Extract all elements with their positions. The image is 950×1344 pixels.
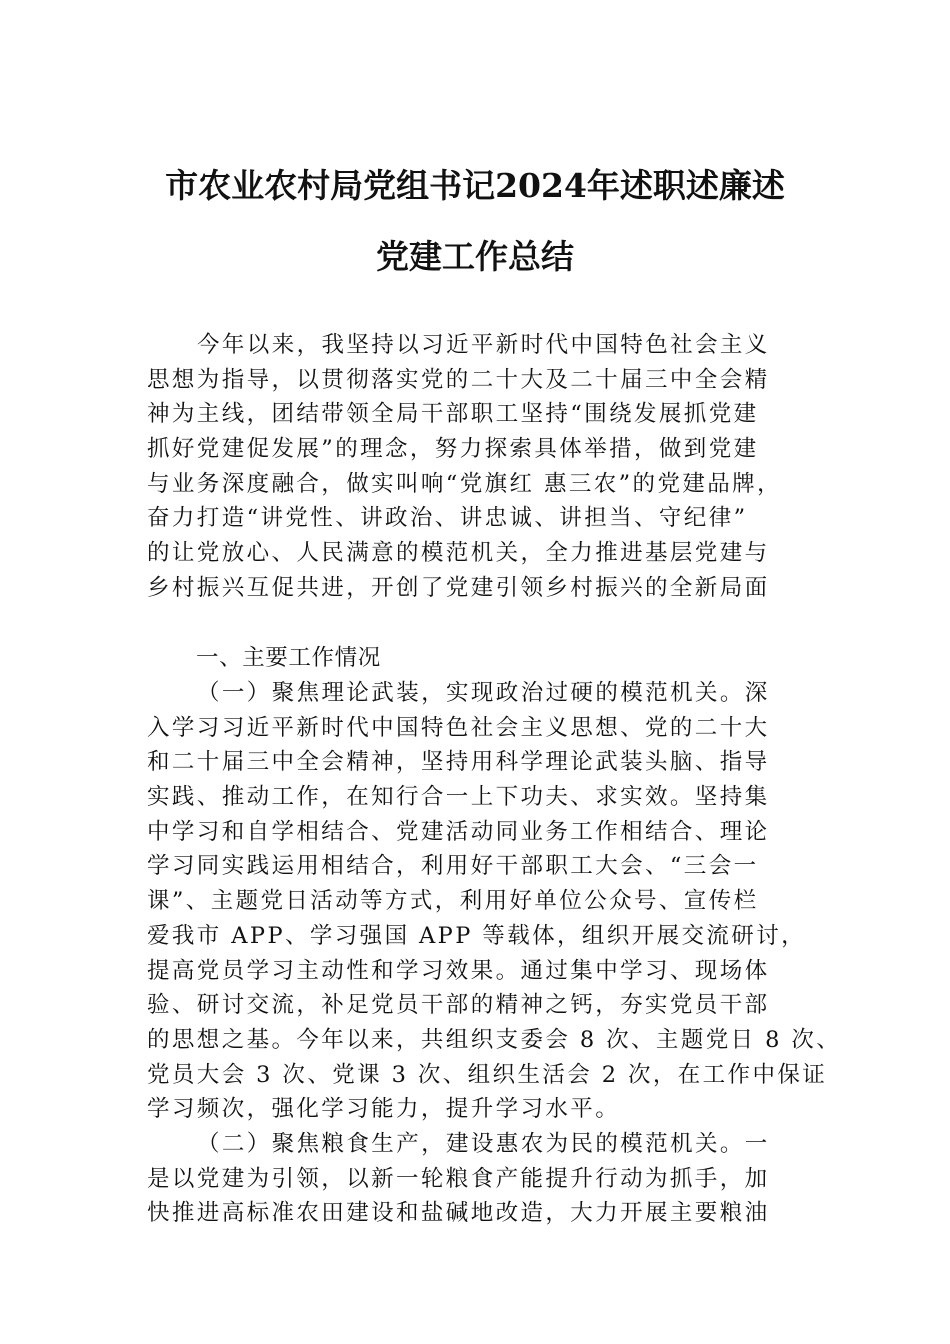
paragraph-line: 学习频次，强化学习能力，提升学习水平。: [147, 1096, 621, 1123]
section-paragraph-2: [147, 1127, 807, 1231]
document-title-line-1: 市农业农村局党组书记2024年述职述廉述: [165, 166, 785, 205]
paragraph-line: 爱我市 APP、学习强国 APP 等载体，组织开展交流研讨，: [147, 922, 807, 949]
intro-paragraph: [147, 328, 807, 606]
paragraph-line: 党员大会 3 次、党课 3 次、组织生活会 2 次，在工作中保证: [147, 1061, 828, 1088]
section-paragraph-1: [147, 676, 842, 1127]
document-title-line-2: 党建工作总结: [376, 237, 574, 276]
paragraph-line: 今年以来，我坚持以习近平新时代中国特色社会主义: [197, 332, 770, 358]
paragraph-line: 和二十届三中全会精神，坚持用科学理论武装头脑、指导: [147, 749, 770, 776]
paragraph-line: 与业务深度融合，做实叫响“党旗红 惠三农”的党建品牌，: [147, 470, 782, 497]
paragraph-line: （二）聚焦粮食生产，建设惠农为民的模范机关。一: [197, 1131, 770, 1157]
paragraph-line: 课”、主题党日活动等方式，利用好单位公众号、宣传栏: [147, 888, 759, 915]
paragraph-line: 提高党员学习主动性和学习效果。通过集中学习、现场体: [147, 957, 770, 984]
section-heading: 一、主要工作情况: [196, 645, 381, 671]
paragraph-line: 入学习习近平新时代中国特色社会主义思想、党的二十大: [147, 714, 770, 741]
paragraph-line: 验、研讨交流，补足党员干部的精神之钙，夯实党员干部: [147, 992, 770, 1019]
paragraph-line: 快推进高标准农田建设和盐碱地改造，大力开展主要粮油: [147, 1200, 770, 1227]
paragraph-line: （一）聚焦理论武装，实现政治过硬的模范机关。深: [197, 680, 770, 706]
paragraph-line: 实践、推动工作，在知行合一上下功夫、求实效。坚持集: [147, 784, 770, 811]
paragraph-line: 学习同实践运用相结合，利用好干部职工大会、“三会一: [147, 853, 759, 880]
paragraph-line: 思想为指导，以贯彻落实党的二十大及二十届三中全会精: [147, 366, 770, 393]
paragraph-line: 抓好党建促发展”的理念，努力探索具体举措，做到党建: [147, 436, 759, 463]
paragraph-line: 乡村振兴互促共进，开创了党建引领乡村振兴的全新局面: [147, 574, 770, 601]
paragraph-line: 的思想之基。今年以来，共组织支委会 8 次、主题党日 8 次、: [147, 1026, 842, 1053]
paragraph-line: 的让党放心、人民满意的模范机关，全力推进基层党建与: [147, 540, 770, 567]
paragraph-line: 是以党建为引领，以新一轮粮食产能提升行动为抓手，加: [147, 1165, 770, 1192]
paragraph-line: 奋力打造“讲党性、讲政治、讲忠诚、讲担当、守纪律”: [147, 505, 748, 532]
paragraph-line: 神为主线，团结带领全局干部职工坚持“围绕发展抓党建: [147, 401, 759, 428]
paragraph-line: 中学习和自学相结合、党建活动同业务工作相结合、理论: [147, 818, 770, 845]
